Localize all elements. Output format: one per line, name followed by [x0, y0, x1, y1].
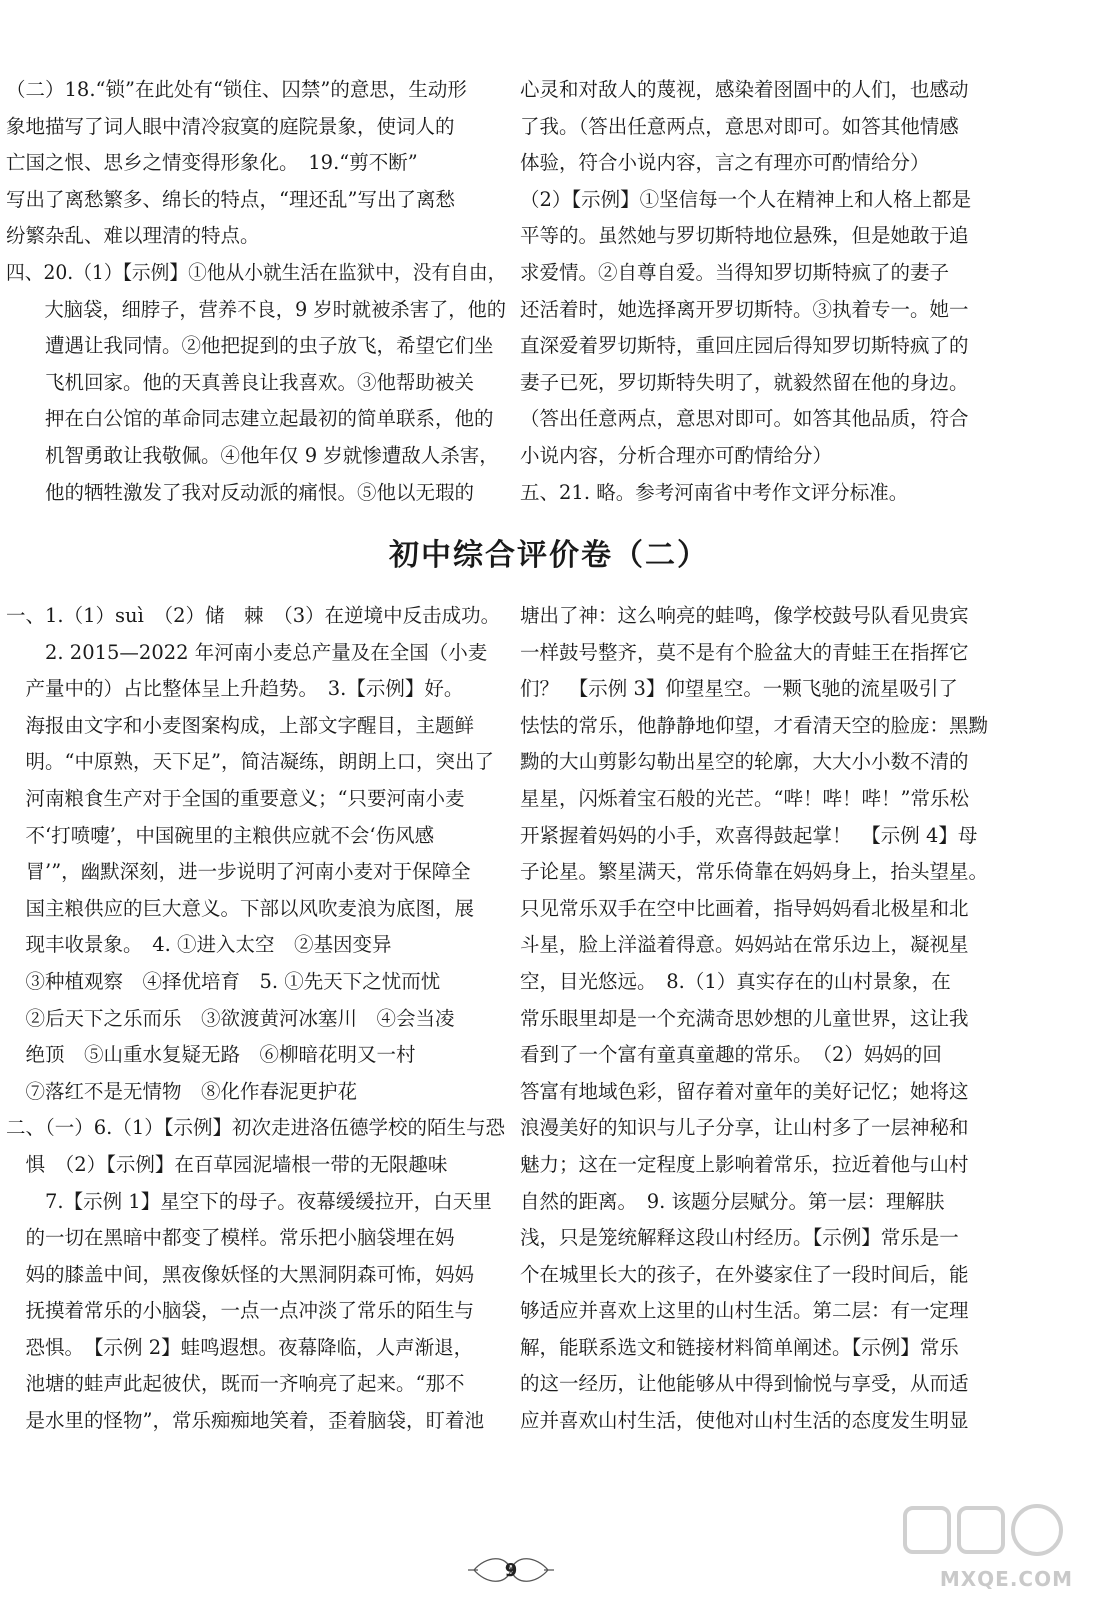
top-right-line: （答出任意两点，意思对即可。如答其他品质，符合 [520, 407, 969, 431]
top-left-line: 象地描写了词人眼中清冷寂寞的庭院景象，使词人的 [6, 114, 455, 138]
bottom-right-line: 怯怯的常乐，他静静地仰望，才看清天空的脸庞：黑黝 [520, 713, 989, 737]
bottom-right-line: 常乐眼里却是一个充满奇思妙想的儿童世界，这让我 [520, 1006, 969, 1030]
top-right-line: 平等的。虽然她与罗切斯特地位悬殊，但是她敢于追 [520, 224, 969, 248]
bottom-left-line: 不‘打喷嚏’，中国碗里的主粮供应就不会‘伤风感 [6, 823, 435, 847]
bottom-left-line: 产量中的）占比整体呈上升趋势。 3.【示例】好。 [6, 677, 464, 701]
top-left-column [6, 72, 506, 511]
bottom-left-line: 现丰收景象。 4. ①进入太空 ②基因变异 [6, 933, 392, 957]
bottom-left-column [6, 598, 506, 1440]
top-right-line: 五、21. 略。参考河南省中考作文评分标准。 [520, 480, 909, 504]
top-right-line: 还活着时，她选择离开罗切斯特。③执着专一。她一 [520, 297, 969, 321]
bottom-right-line: 解，能联系选文和链接材料简单阐述。【示例】常乐 [520, 1335, 959, 1359]
top-right-line: 妻子已死，罗切斯特失明了，就毅然留在他的身边。 [520, 370, 969, 394]
bottom-right-line: 子论星。繁星满天，常乐倚靠在妈妈身上，抬头望星。 [520, 860, 989, 884]
bottom-right-column [520, 598, 1090, 1440]
bottom-right-line: 答富有地域色彩，留存着对童年的美好记忆；她将这 [520, 1079, 969, 1103]
bottom-right-line: 魅力；这在一定程度上影响着常乐，拉近着他与山村 [520, 1152, 969, 1176]
bottom-right-line: 看到了一个富有童真童趣的常乐。 （2）妈妈的回 [520, 1043, 942, 1067]
top-left-line: （二）18.“锁”在此处有“锁住、囚禁”的意思，生动形 [6, 78, 467, 101]
bottom-left-line: 抚摸着常乐的小脑袋，一点一点冲淡了常乐的陌生与 [6, 1299, 475, 1323]
bottom-right-line: 星星，闪烁着宝石般的光芒。“哔！哔！哔！”常乐松 [520, 786, 969, 810]
bottom-right-line: 空，目光悠远。 8.（1）真实存在的山村景象，在 [520, 969, 951, 993]
top-left-line: 纷繁杂乱、难以理清的特点。 [6, 224, 260, 248]
bottom-right-line: 塘出了神：这么响亮的蛙鸣，像学校鼓号队看见贵宾 [520, 604, 969, 627]
bottom-left-line: 妈的膝盖中间，黑夜像妖怪的大黑洞阴森可怖，妈妈 [6, 1262, 475, 1286]
bottom-left-line: 恐惧。 【示例 2】蛙鸣遐想。夜幕降临，人声渐退， [6, 1335, 474, 1359]
top-left-line: 机智勇敢让我敬佩。④他年仅 9 岁就惨遭敌人杀害， [6, 443, 499, 467]
top-left-line: 遭遇让我同情。②他把捉到的虫子放飞，希望它们坐 [6, 334, 494, 358]
page-number-badge [466, 1552, 556, 1588]
bottom-left-line: 河南粮食生产对于全国的重要意义；“只要河南小麦 [6, 786, 465, 810]
top-right-line: 求爱情。②自尊自爱。当得知罗切斯特疯了的妻子 [520, 260, 950, 284]
top-right-line: 体验，符合小说内容，言之有理亦可酌情给分） [520, 151, 930, 175]
top-left-line: 大脑袋，细脖子，营养不良，9 岁时就被杀害了，他的 [6, 297, 507, 321]
bottom-right-line: 一样鼓号整齐，莫不是有个脸盆大的青蛙王在指挥它 [520, 640, 969, 664]
top-right-line: 小说内容，分析合理亦可酌情给分） [520, 443, 833, 467]
bottom-left-line: 的一切在黑暗中都变了模样。常乐把小脑袋埋在妈 [6, 1226, 455, 1250]
bottom-right-line: 浅，只是笼统解释这段山村经历。【示例】常乐是一 [520, 1226, 959, 1250]
bottom-left-line: 海报由文字和小麦图案构成，上部文字醒目，主题鲜 [6, 713, 475, 737]
bottom-right-line: 个在城里长大的孩子，在外婆家住了一段时间后，能 [520, 1262, 969, 1286]
bottom-left-line: 是水里的怪物”，常乐痴痴地笑着，歪着脑袋，盯着池 [6, 1409, 484, 1433]
bottom-right-line: 黝的大山剪影勾勒出星空的轮廓，大大小小数不清的 [520, 750, 969, 774]
top-right-column [520, 72, 1090, 511]
section-title: 初中综合评价卷（二） [389, 538, 709, 573]
bottom-right-line: 自然的距离。 9. 该题分层赋分。第一层：理解肤 [520, 1189, 945, 1213]
top-left-line: 押在白公馆的革命同志建立起最初的简单联系，他的 [6, 407, 494, 431]
bottom-right-line: 应并喜欢山村生活，使他对山村生活的态度发生明显 [520, 1409, 969, 1433]
bottom-left-line: ③种植观察 ④择优培育 5. ①先天下之忧而忧 [6, 969, 441, 993]
bottom-right-line: 斗星，脸上洋溢着得意。妈妈站在常乐边上，凝视星 [520, 933, 969, 957]
page-number: 9 [504, 1559, 518, 1581]
bottom-right-line: 浪漫美好的知识与儿子分享，让山村多了一层神秘和 [520, 1116, 969, 1140]
bottom-right-line: 只见常乐双手在空中比画着，指导妈妈看北极星和北 [520, 896, 969, 920]
bottom-left-line: 池塘的蛙声此起彼伏，既而一齐响亮了起来。“那不 [6, 1372, 465, 1396]
top-left-line: 飞机回家。他的天真善良让我喜欢。③他帮助被关 [6, 370, 475, 394]
top-right-line: 了我。（答出任意两点，意思对即可。如答其他情感 [520, 114, 959, 138]
top-left-line: 四、20.（1）【示例】①他从小就生活在监狱中，没有自由， [6, 260, 507, 284]
bottom-left-line: 7.【示例 1】星空下的母子。夜幕缓缓拉开，白天里 [6, 1189, 492, 1213]
bottom-right-line: 够适应并喜欢上这里的山村生活。第二层：有一定理 [520, 1299, 969, 1323]
bottom-left-line: 惧 （2）【示例】在百草园泥墙根一带的无限趣味 [6, 1152, 448, 1176]
bottom-right-line: 的这一经历，让他能够从中得到愉悦与享受，从而适 [520, 1372, 969, 1396]
bottom-left-line: 绝顶 ⑤山重水复疑无路 ⑥柳暗花明又一村 [6, 1043, 416, 1067]
bottom-right-line: 们？ 【示例 3】仰望星空。一颗飞驰的流星吸引了 [520, 677, 958, 701]
bottom-left-line: 一、1.（1）suì （2）储 棘 （3）在逆境中反击成功。 [6, 604, 501, 627]
bottom-left-line: ⑦落红不是无情物 ⑧化作春泥更护花 [6, 1079, 358, 1103]
bottom-left-line: 冒’”，幽默深刻，进一步说明了河南小麦对于保障全 [6, 860, 471, 884]
top-left-line: 亡国之恨、思乡之情变得形象化。 19.“剪不断” [6, 151, 418, 175]
bottom-left-line: ②后天下之乐而乐 ③欲渡黄河冰塞川 ④会当凌 [6, 1006, 455, 1030]
watermark [885, 1500, 1085, 1595]
top-left-line: 写出了离愁繁多、绵长的特点，“理还乱”写出了离愁 [6, 187, 455, 211]
bottom-left-line: 二、（一）6.（1）【示例】初次走进洛伍德学校的陌生与恐 [6, 1116, 506, 1140]
watermark-logo-icon [885, 1500, 1085, 1570]
top-right-line: （2）【示例】①坚信每一个人在精神上和人格上都是 [520, 187, 972, 211]
bottom-right-line: 开紧握着妈妈的小手，欢喜得鼓起掌！ 【示例 4】母 [520, 823, 978, 847]
watermark-text: MXQE.COM [939, 1567, 1073, 1591]
bottom-left-line: 国主粮供应的巨大意义。下部以风吹麦浪为底图，展 [6, 896, 475, 920]
top-right-line: 心灵和对敌人的蔑视，感染着囹圄中的人们，也感动 [520, 78, 969, 101]
bottom-left-line: 明。“中原熟，天下足”，简洁凝练，朗朗上口，突出了 [6, 750, 494, 774]
bottom-left-line: 2. 2015—2022 年河南小麦总产量及在全国（小麦 [6, 640, 488, 664]
top-left-line: 他的牺牲激发了我对反动派的痛恨。⑤他以无瑕的 [6, 480, 475, 504]
top-right-line: 直深爱着罗切斯特，重回庄园后得知罗切斯特疯了的 [520, 334, 969, 358]
